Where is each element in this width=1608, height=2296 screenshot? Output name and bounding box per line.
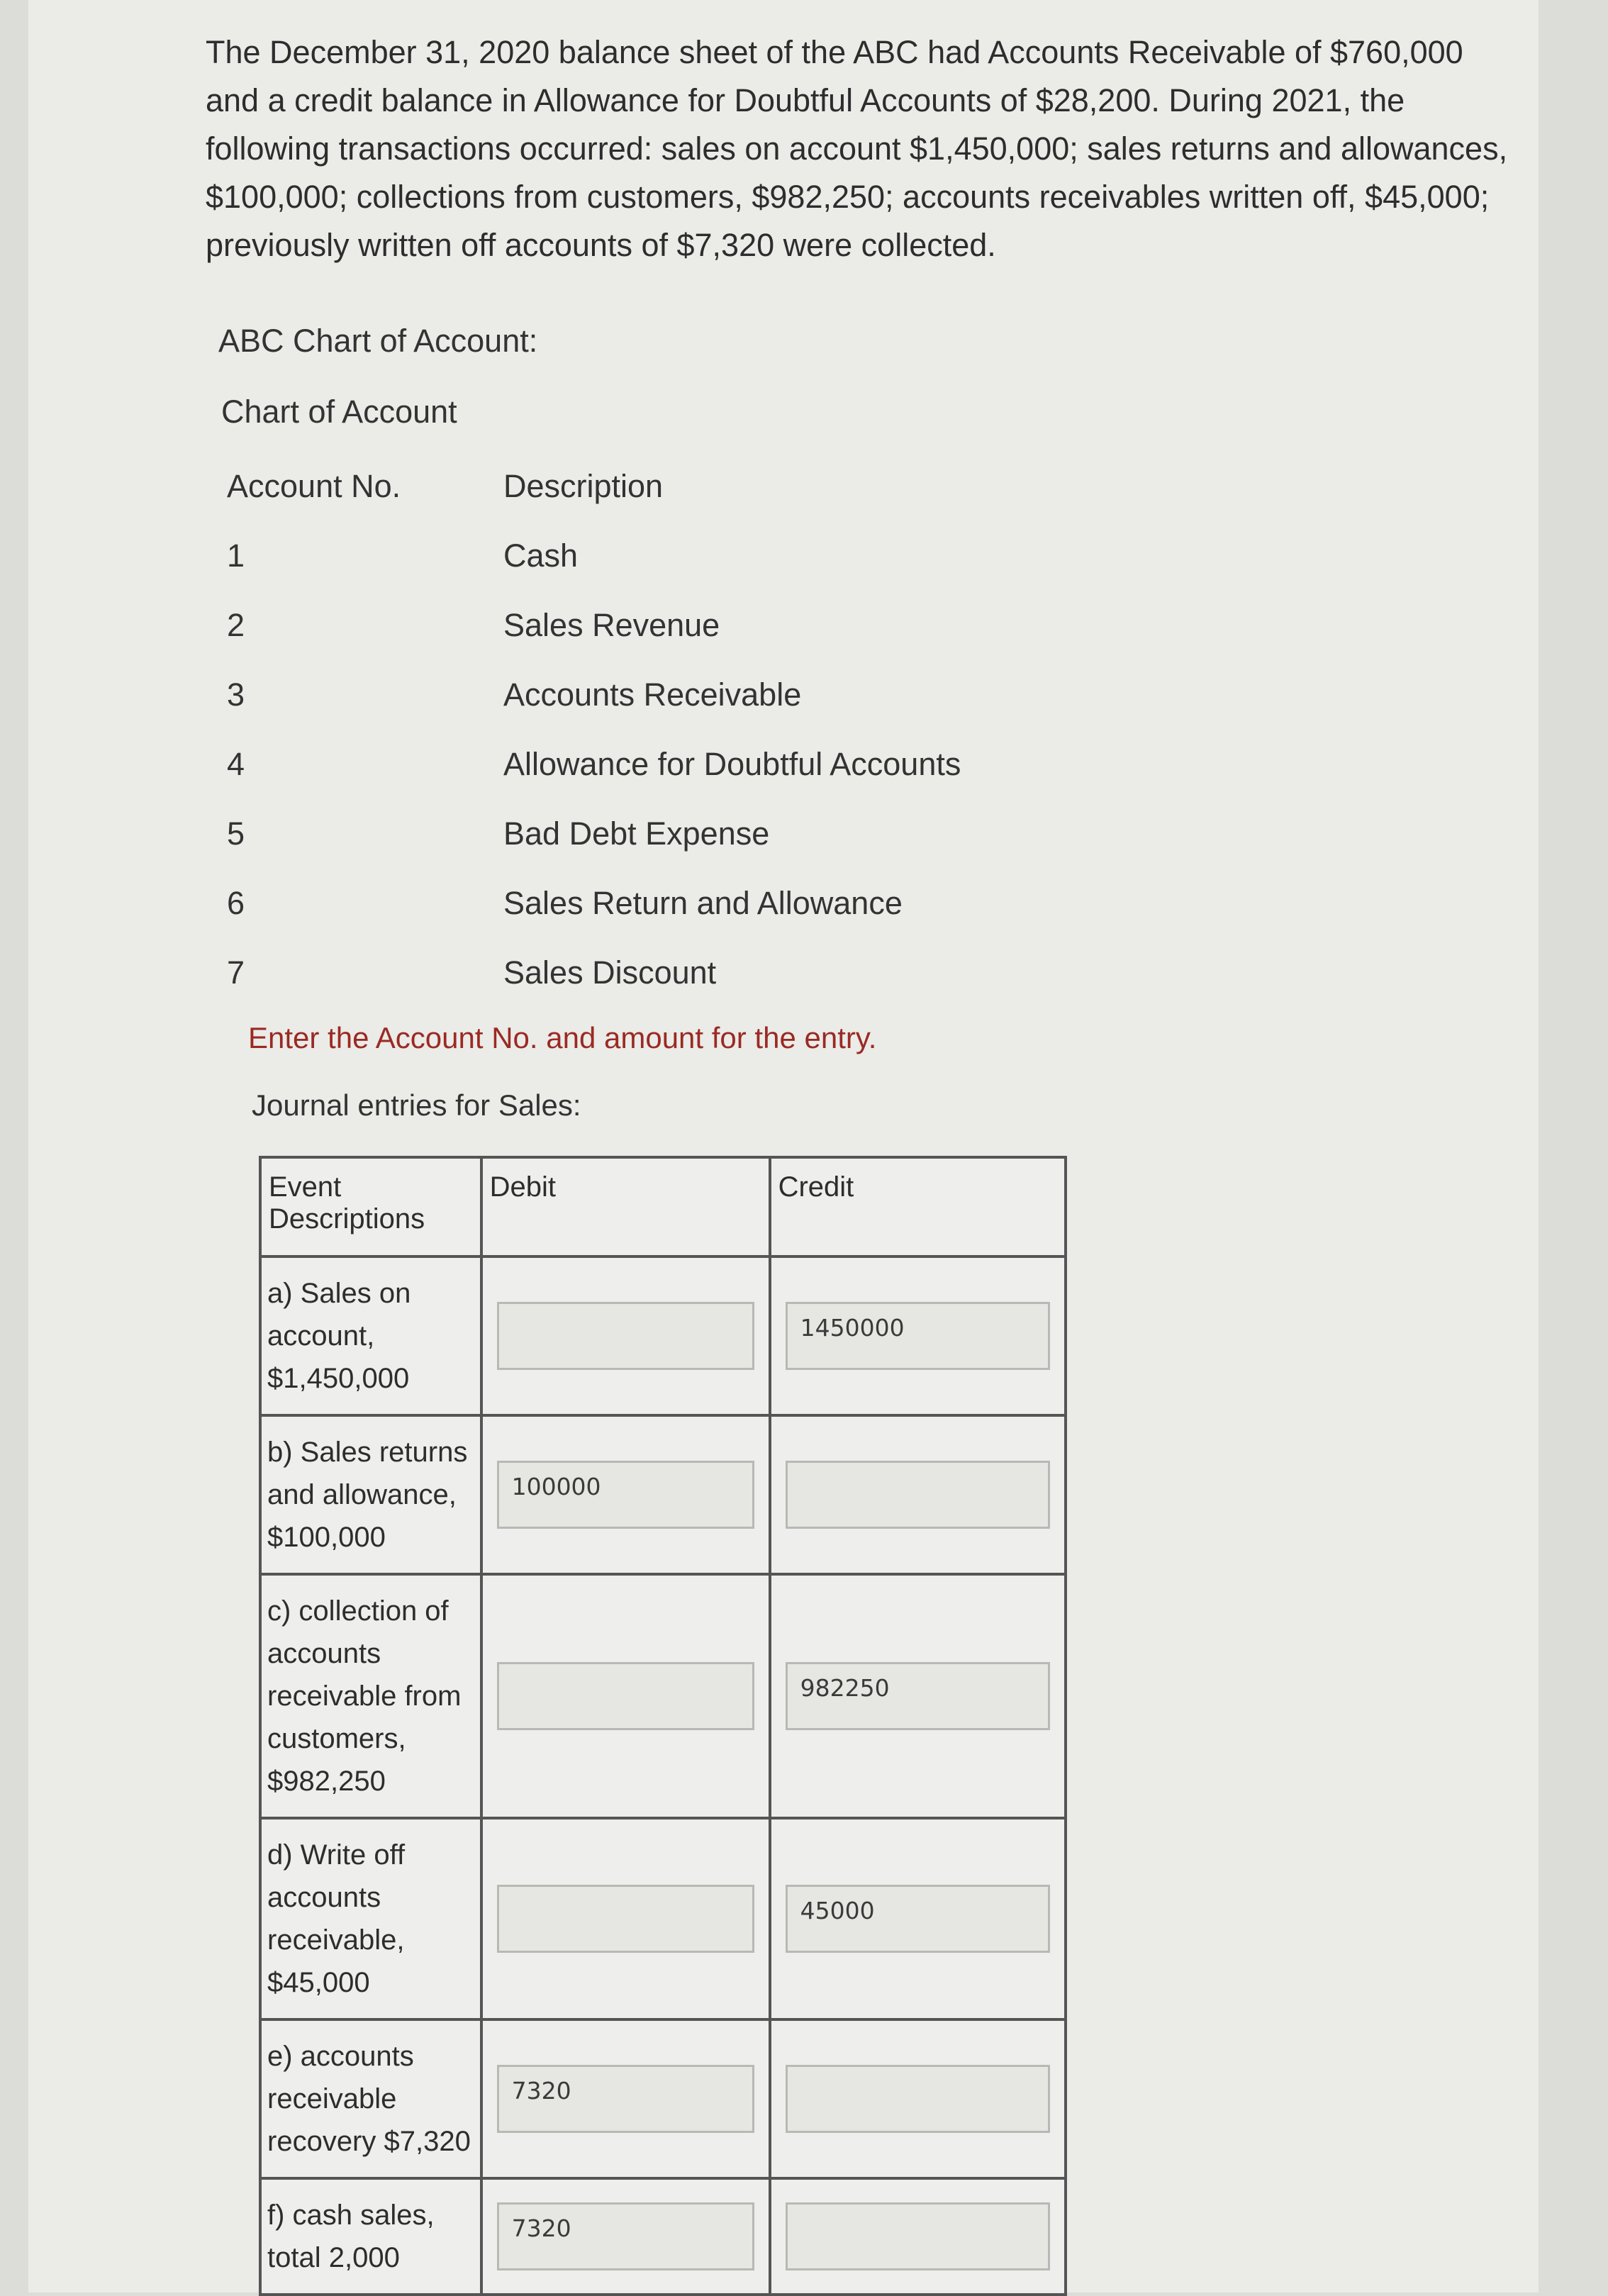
instruction-text: Enter the Account No. and amount for the entry. [248, 1021, 877, 1054]
account-row [227, 815, 1078, 858]
account-description: Bad Debt Expense [503, 815, 770, 852]
debit-input[interactable] [497, 1662, 754, 1730]
event-description: f) cash sales, total 2,000 [260, 2178, 481, 2295]
table-header-row [260, 1157, 1066, 1256]
credit-input[interactable] [786, 2065, 1050, 2133]
table-row [260, 1415, 1066, 1574]
account-row [227, 746, 1078, 788]
debit-input[interactable] [497, 1885, 754, 1953]
table-row [260, 1818, 1066, 2019]
debit-input[interactable]: 7320 [497, 2065, 754, 2133]
account-no: 1 [227, 537, 245, 574]
debit-input[interactable] [497, 1302, 754, 1370]
credit-cell [770, 1574, 1066, 1818]
credit-cell [770, 1818, 1066, 2019]
event-description: a) Sales on account, $1,450,000 [260, 1256, 481, 1415]
chart-subheading: Chart of Account [221, 394, 457, 430]
account-no: 6 [227, 885, 245, 921]
screen [28, 0, 1539, 2292]
table-row [260, 1256, 1066, 1415]
credit-cell [770, 1415, 1066, 1574]
table-row [260, 2178, 1066, 2295]
account-no: 5 [227, 815, 245, 852]
debit-cell [481, 1256, 770, 1415]
account-row [227, 954, 1078, 997]
account-no: 2 [227, 607, 245, 643]
account-description: Allowance for Doubtful Accounts [503, 746, 961, 782]
account-no: 7 [227, 954, 245, 991]
debit-cell [481, 1574, 770, 1818]
debit-input[interactable]: 100000 [497, 1461, 754, 1529]
event-header: Event Descriptions [260, 1157, 481, 1256]
table-row [260, 2019, 1066, 2178]
account-row [227, 885, 1078, 927]
account-no-header: Account No. [227, 468, 401, 504]
account-row [227, 537, 1078, 580]
event-description: d) Write off accounts receivable, $45,000 [260, 1818, 481, 2019]
problem-text: The December 31, 2020 balance sheet of the ABC had Accounts Receivable of $760,000 and a credit balance in Allowance for Doubtful Accounts of $28,200. During 2021, the following transactions occurred: sales on account $1,450,000; sales returns and allowances, $100,000; collections from customers, $982,250; accounts receivables written off, $45,000; previously written off accounts of $7,320 were collected. [206, 34, 1508, 263]
account-row [227, 676, 1078, 719]
event-description: c) collection of accounts receivable from customers, $982,250 [260, 1574, 481, 1818]
accounts-header-row [227, 468, 1078, 511]
account-description: Sales Revenue [503, 607, 720, 643]
table-row [260, 1574, 1066, 1818]
account-description: Accounts Receivable [503, 676, 802, 713]
chart-heading: ABC Chart of Account: [218, 323, 538, 359]
credit-input[interactable]: 45000 [786, 1885, 1050, 1953]
journal-table [259, 1156, 1067, 2296]
debit-cell [481, 1818, 770, 2019]
credit-cell [770, 1256, 1066, 1415]
event-description: e) accounts receivable recovery $7,320 [260, 2019, 481, 2178]
credit-cell [770, 2178, 1066, 2295]
account-description: Sales Return and Allowance [503, 885, 903, 921]
account-description: Cash [503, 537, 579, 574]
account-row [227, 607, 1078, 650]
description-header: Description [503, 468, 664, 504]
debit-cell [481, 2178, 770, 2295]
credit-input[interactable]: 1450000 [786, 1302, 1050, 1370]
debit-input[interactable]: 7320 [497, 2202, 754, 2270]
credit-input[interactable] [786, 1461, 1050, 1529]
debit-cell [481, 1415, 770, 1574]
account-description: Sales Discount [503, 954, 717, 991]
debit-header: Debit [481, 1157, 770, 1256]
account-no: 4 [227, 746, 245, 782]
event-description: b) Sales returns and allowance, $100,000 [260, 1415, 481, 1574]
account-no: 3 [227, 676, 245, 713]
credit-cell [770, 2019, 1066, 2178]
credit-input[interactable]: 982250 [786, 1662, 1050, 1730]
credit-input[interactable] [786, 2202, 1050, 2270]
credit-header: Credit [770, 1157, 1066, 1256]
journal-title: Journal entries for Sales: [252, 1088, 581, 1122]
debit-cell [481, 2019, 770, 2178]
